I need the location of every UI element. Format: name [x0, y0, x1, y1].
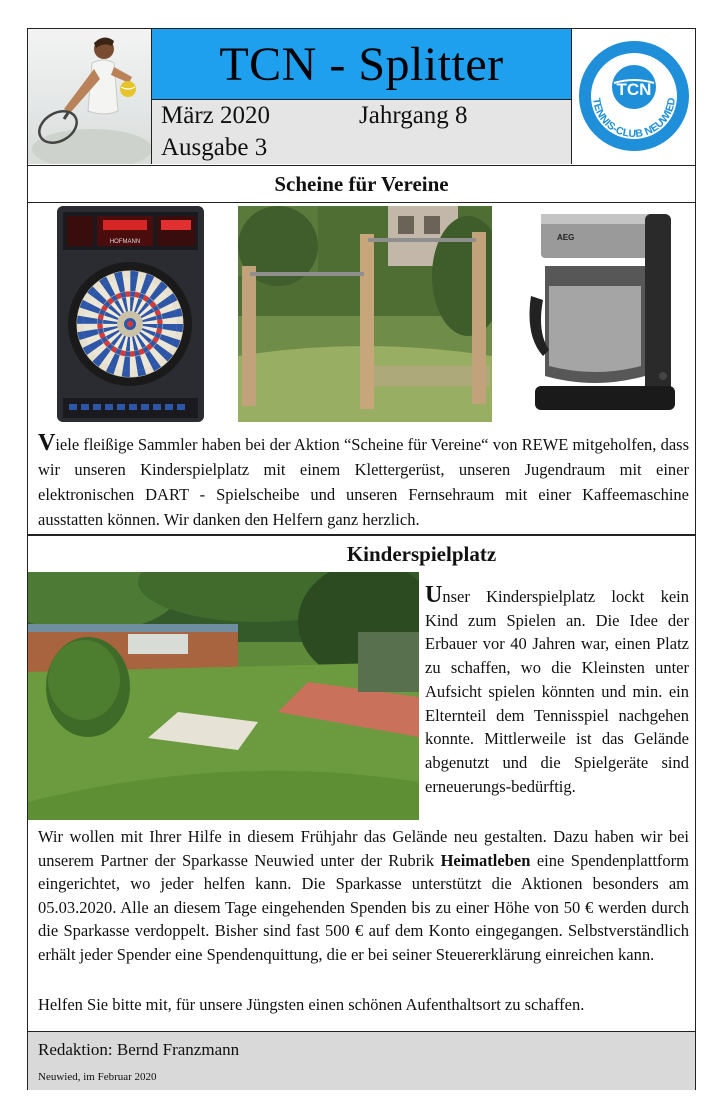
donation-text-end: eine Spendenplattform eingerichtet, wo jeder helfen kann. Die Sparkasse unterstützt die Aktionen besonders am 05.03.2020. Alle an diesem Tage eingehenden Spenden bis zu einer Höhe von 50 € werden durch die Sparkasse verdoppelt. Bisher sind fast 500 € auf dem Konto eingegangen. Selbstverständlich erhält jeder Spender eine Spendenquittung, die er bei seiner Steuererklärung einreichen kann.: [38, 850, 689, 964]
donation-paragraph: [38, 825, 689, 966]
closing-paragraph: Helfen Sie bitte mit, für unsere Jüngsten einen schönen Aufenthaltsort zu schaffen.: [38, 995, 585, 1014]
newsletter-title-banner: [152, 29, 572, 100]
section1-paragraph: [38, 431, 689, 532]
climbing-frame-image: [238, 206, 492, 422]
footer-place-date: Neuwied, im Februar 2020: [38, 1071, 157, 1083]
section1-dropcap: V: [38, 430, 56, 456]
issue-number: Ausgabe 3: [161, 134, 268, 161]
logo-ring-text: TENNIS-CLUB NEUWIED: [589, 96, 679, 141]
issue-info-box: [152, 100, 572, 164]
section-title-kinderspielplatz: Kinderspielplatz: [346, 541, 497, 566]
heimatleben-label: Heimatleben: [440, 850, 531, 870]
section-title-scheine: Scheine für Vereine: [28, 165, 695, 203]
tennis-player-illustration: [28, 29, 151, 164]
section2-intro-paragraph: [425, 584, 689, 798]
dartboard-image: [57, 206, 204, 422]
footer-editor: Redaktion: Bernd Franzmann: [38, 1040, 240, 1059]
coffee-machine-brand: AEG: [557, 233, 575, 242]
logo-text: TCN: [616, 80, 652, 99]
section2-intro-text: nser Kinderspielplatz lockt kein Kind zum Spielen an. Die Idee der Erbauer vor 40 Jahren war, einen Platz zu schaffen, wo die Kleinsten unter Aufsicht spielen könnten und min. ein Elternteil dem Tennisspiel nachgehen konnte. Mittlerweile ist das Gelände abgenutzt und die Spielgeräte sind erneuerungs-bedürftig.: [425, 587, 689, 796]
playground-photo: [28, 572, 419, 820]
section1-text: iele fleißige Sammler haben bei der Aktion “Scheine für Vereine“ von REWE mitgeholfen, dass wir unseren Kinderspielplatz mit einem Klettergerüst, unseren Jugendraum mit einer elektronischen DART - Spielscheibe und unseren Fernsehraum mit einer Kaffeemaschine ausstatten können. Wir danken den Helfern ganz herzlich.: [38, 435, 689, 529]
issue-volume: Jahrgang 8: [359, 102, 468, 129]
tennis-player-photo: [28, 29, 152, 164]
section2-dropcap: U: [425, 582, 443, 608]
coffee-machine-image: [527, 206, 681, 422]
issue-month: März 2020: [161, 102, 270, 129]
club-logo-icon: [573, 29, 695, 164]
newsletter-title: TCN - Splitter: [219, 37, 504, 91]
dartboard-brand: HOFMANN: [109, 239, 141, 245]
donation-text-start: Wir wollen mit Ihrer Hilfe in diesem Frühjahr das Gelände neu gestalten. Dazu haben wir bei unserem Partner der Sparkasse Neuwied unter der Rubrik: [38, 827, 689, 870]
club-logo: [573, 29, 695, 164]
footer: [28, 1031, 695, 1090]
